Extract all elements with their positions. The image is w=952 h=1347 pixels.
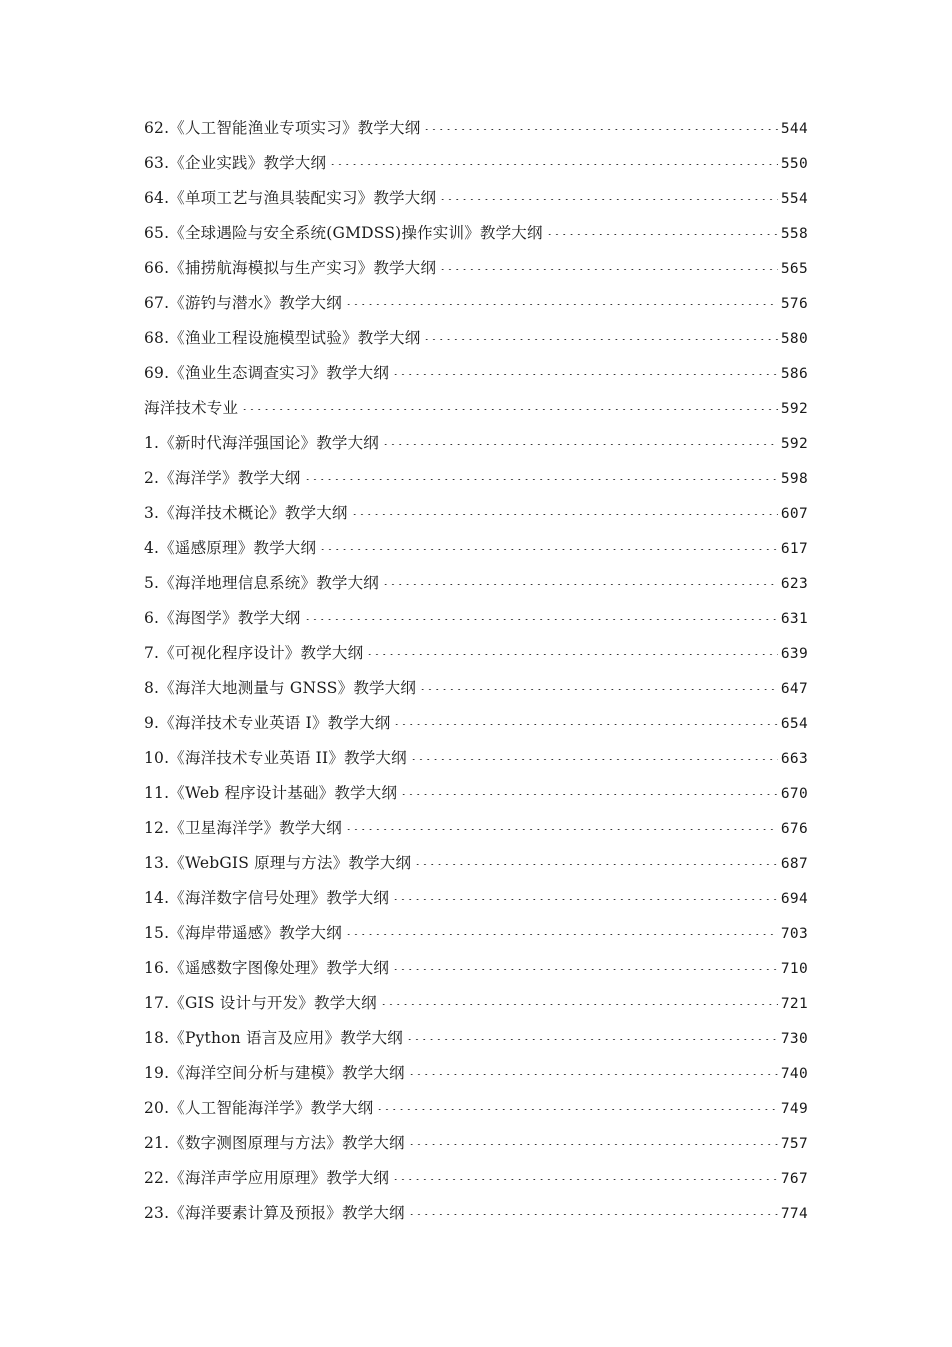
toc-entry[interactable] bbox=[144, 1021, 808, 1056]
toc-entry[interactable] bbox=[144, 916, 808, 951]
toc-entry-page-number: 647 bbox=[780, 681, 808, 697]
toc-dot-leader bbox=[410, 759, 778, 760]
toc-entry[interactable] bbox=[144, 951, 808, 986]
toc-entry-page-number: 767 bbox=[780, 1171, 808, 1187]
toc-entry[interactable] bbox=[144, 321, 808, 356]
toc-entry-title: 17.《GIS 设计与开发》教学大纲 bbox=[144, 994, 377, 1012]
toc-entry-page-number: 617 bbox=[780, 541, 808, 557]
toc-entry-title: 2.《海洋学》教学大纲 bbox=[144, 469, 301, 487]
toc-dot-leader bbox=[319, 549, 778, 550]
toc-entry-title: 15.《海岸带遥感》教学大纲 bbox=[144, 924, 342, 942]
toc-entry[interactable] bbox=[144, 706, 808, 741]
toc-dot-leader bbox=[345, 304, 778, 305]
table-of-contents bbox=[144, 111, 808, 1231]
toc-dot-leader bbox=[419, 689, 778, 690]
toc-entry-title: 63.《企业实践》教学大纲 bbox=[144, 154, 327, 172]
toc-entry-page-number: 586 bbox=[780, 366, 808, 382]
toc-entry[interactable] bbox=[144, 1056, 808, 1091]
toc-entry-title: 21.《数字测图原理与方法》教学大纲 bbox=[144, 1134, 405, 1152]
toc-entry[interactable] bbox=[144, 146, 808, 181]
toc-entry[interactable] bbox=[144, 391, 808, 426]
toc-entry[interactable] bbox=[144, 426, 808, 461]
toc-dot-leader bbox=[345, 934, 778, 935]
toc-entry-page-number: 558 bbox=[780, 226, 808, 242]
toc-entry-page-number: 694 bbox=[780, 891, 808, 907]
toc-entry-page-number: 565 bbox=[780, 261, 808, 277]
toc-dot-leader bbox=[423, 129, 778, 130]
toc-entry-title: 66.《捕捞航海模拟与生产实习》教学大纲 bbox=[144, 259, 437, 277]
toc-entry-title: 19.《海洋空间分析与建模》教学大纲 bbox=[144, 1064, 405, 1082]
toc-entry-page-number: 554 bbox=[780, 191, 808, 207]
toc-entry-title: 22.《海洋声学应用原理》教学大纲 bbox=[144, 1169, 390, 1187]
toc-dot-leader bbox=[241, 409, 778, 410]
toc-entry-page-number: 703 bbox=[780, 926, 808, 942]
toc-entry-page-number: 580 bbox=[780, 331, 808, 347]
toc-dot-leader bbox=[423, 339, 778, 340]
toc-entry[interactable] bbox=[144, 181, 808, 216]
toc-entry-page-number: 774 bbox=[780, 1206, 808, 1222]
toc-entry-title: 64.《单项工艺与渔具装配实习》教学大纲 bbox=[144, 189, 437, 207]
toc-entry-title: 18.《Python 语言及应用》教学大纲 bbox=[144, 1029, 403, 1047]
toc-dot-leader bbox=[392, 969, 778, 970]
toc-entry-title: 68.《渔业工程设施模型试验》教学大纲 bbox=[144, 329, 421, 347]
toc-entry-title: 10.《海洋技术专业英语 II》教学大纲 bbox=[144, 749, 407, 767]
toc-entry-page-number: 544 bbox=[780, 121, 808, 137]
toc-entry-title: 65.《全球遇险与安全系统(GMDSS)操作实训》教学大纲 bbox=[144, 224, 543, 242]
toc-entry-page-number: 623 bbox=[780, 576, 808, 592]
toc-entry-title: 4.《遥感原理》教学大纲 bbox=[144, 539, 317, 557]
toc-entry-title: 62.《人工智能渔业专项实习》教学大纲 bbox=[144, 119, 421, 137]
toc-dot-leader bbox=[392, 1179, 778, 1180]
toc-entry[interactable] bbox=[144, 1091, 808, 1126]
toc-entry[interactable] bbox=[144, 461, 808, 496]
toc-dot-leader bbox=[393, 724, 778, 725]
toc-dot-leader bbox=[408, 1214, 778, 1215]
toc-entry[interactable] bbox=[144, 531, 808, 566]
toc-entry-page-number: 687 bbox=[780, 856, 808, 872]
toc-dot-leader bbox=[380, 1004, 778, 1005]
toc-entry-title: 6.《海图学》教学大纲 bbox=[144, 609, 301, 627]
toc-entry[interactable] bbox=[144, 741, 808, 776]
toc-entry-page-number: 721 bbox=[780, 996, 808, 1012]
toc-dot-leader bbox=[376, 1109, 778, 1110]
toc-entry-page-number: 676 bbox=[780, 821, 808, 837]
toc-entry-page-number: 730 bbox=[780, 1031, 808, 1047]
toc-dot-leader bbox=[345, 829, 778, 830]
toc-dot-leader bbox=[546, 234, 778, 235]
toc-entry-title: 11.《Web 程序设计基础》教学大纲 bbox=[144, 784, 398, 802]
toc-dot-leader bbox=[392, 374, 778, 375]
toc-entry-page-number: 663 bbox=[780, 751, 808, 767]
toc-entry[interactable] bbox=[144, 216, 808, 251]
toc-entry-title: 69.《渔业生态调查实习》教学大纲 bbox=[144, 364, 390, 382]
toc-entry-title: 1.《新时代海洋强国论》教学大纲 bbox=[144, 434, 379, 452]
toc-entry-title: 9.《海洋技术专业英语 I》教学大纲 bbox=[144, 714, 391, 732]
toc-entry[interactable] bbox=[144, 601, 808, 636]
toc-entry-title: 67.《游钓与潜水》教学大纲 bbox=[144, 294, 342, 312]
toc-entry-title: 3.《海洋技术概论》教学大纲 bbox=[144, 504, 348, 522]
toc-entry-title: 7.《可视化程序设计》教学大纲 bbox=[144, 644, 364, 662]
toc-entry-page-number: 550 bbox=[780, 156, 808, 172]
toc-dot-leader bbox=[366, 654, 778, 655]
toc-entry-title: 16.《遥感数字图像处理》教学大纲 bbox=[144, 959, 390, 977]
toc-dot-leader bbox=[406, 1039, 778, 1040]
toc-entry[interactable] bbox=[144, 776, 808, 811]
toc-dot-leader bbox=[400, 794, 778, 795]
toc-entry-title: 海洋技术专业 bbox=[144, 399, 239, 417]
toc-entry[interactable] bbox=[144, 811, 808, 846]
toc-entry[interactable] bbox=[144, 1196, 808, 1231]
toc-entry-title: 5.《海洋地理信息系统》教学大纲 bbox=[144, 574, 379, 592]
toc-entry[interactable] bbox=[144, 881, 808, 916]
toc-dot-leader bbox=[351, 514, 778, 515]
toc-entry[interactable] bbox=[144, 846, 808, 881]
toc-entry-page-number: 749 bbox=[780, 1101, 808, 1117]
toc-dot-leader bbox=[382, 584, 778, 585]
toc-dot-leader bbox=[304, 619, 779, 620]
toc-dot-leader bbox=[408, 1144, 778, 1145]
toc-dot-leader bbox=[439, 269, 778, 270]
toc-entry[interactable] bbox=[144, 356, 808, 391]
toc-entry-page-number: 607 bbox=[780, 506, 808, 522]
toc-entry-page-number: 710 bbox=[780, 961, 808, 977]
toc-entry-page-number: 639 bbox=[780, 646, 808, 662]
toc-entry[interactable] bbox=[144, 671, 808, 706]
toc-dot-leader bbox=[329, 164, 778, 165]
toc-entry-page-number: 598 bbox=[780, 471, 808, 487]
toc-entry[interactable] bbox=[144, 1126, 808, 1161]
toc-entry[interactable] bbox=[144, 111, 808, 146]
toc-dot-leader bbox=[408, 1074, 778, 1075]
toc-entry-page-number: 654 bbox=[780, 716, 808, 732]
toc-entry[interactable] bbox=[144, 986, 808, 1021]
toc-entry-title: 13.《WebGIS 原理与方法》教学大纲 bbox=[144, 854, 412, 872]
toc-entry-page-number: 631 bbox=[780, 611, 808, 627]
toc-entry[interactable] bbox=[144, 251, 808, 286]
toc-entry-title: 12.《卫星海洋学》教学大纲 bbox=[144, 819, 342, 837]
toc-dot-leader bbox=[414, 864, 778, 865]
toc-entry-title: 8.《海洋大地测量与 GNSS》教学大纲 bbox=[144, 679, 417, 697]
toc-entry[interactable] bbox=[144, 566, 808, 601]
toc-entry-page-number: 670 bbox=[780, 786, 808, 802]
toc-entry[interactable] bbox=[144, 636, 808, 671]
toc-entry-title: 23.《海洋要素计算及预报》教学大纲 bbox=[144, 1204, 405, 1222]
toc-dot-leader bbox=[304, 479, 779, 480]
toc-entry[interactable] bbox=[144, 496, 808, 531]
toc-entry[interactable] bbox=[144, 1161, 808, 1196]
toc-entry[interactable] bbox=[144, 286, 808, 321]
toc-entry-page-number: 757 bbox=[780, 1136, 808, 1152]
toc-dot-leader bbox=[392, 899, 778, 900]
toc-entry-page-number: 576 bbox=[780, 296, 808, 312]
toc-entry-page-number: 592 bbox=[780, 436, 808, 452]
toc-entry-title: 20.《人工智能海洋学》教学大纲 bbox=[144, 1099, 374, 1117]
toc-entry-page-number: 592 bbox=[780, 401, 808, 417]
toc-dot-leader bbox=[382, 444, 778, 445]
toc-entry-title: 14.《海洋数字信号处理》教学大纲 bbox=[144, 889, 390, 907]
toc-entry-page-number: 740 bbox=[780, 1066, 808, 1082]
toc-dot-leader bbox=[439, 199, 778, 200]
